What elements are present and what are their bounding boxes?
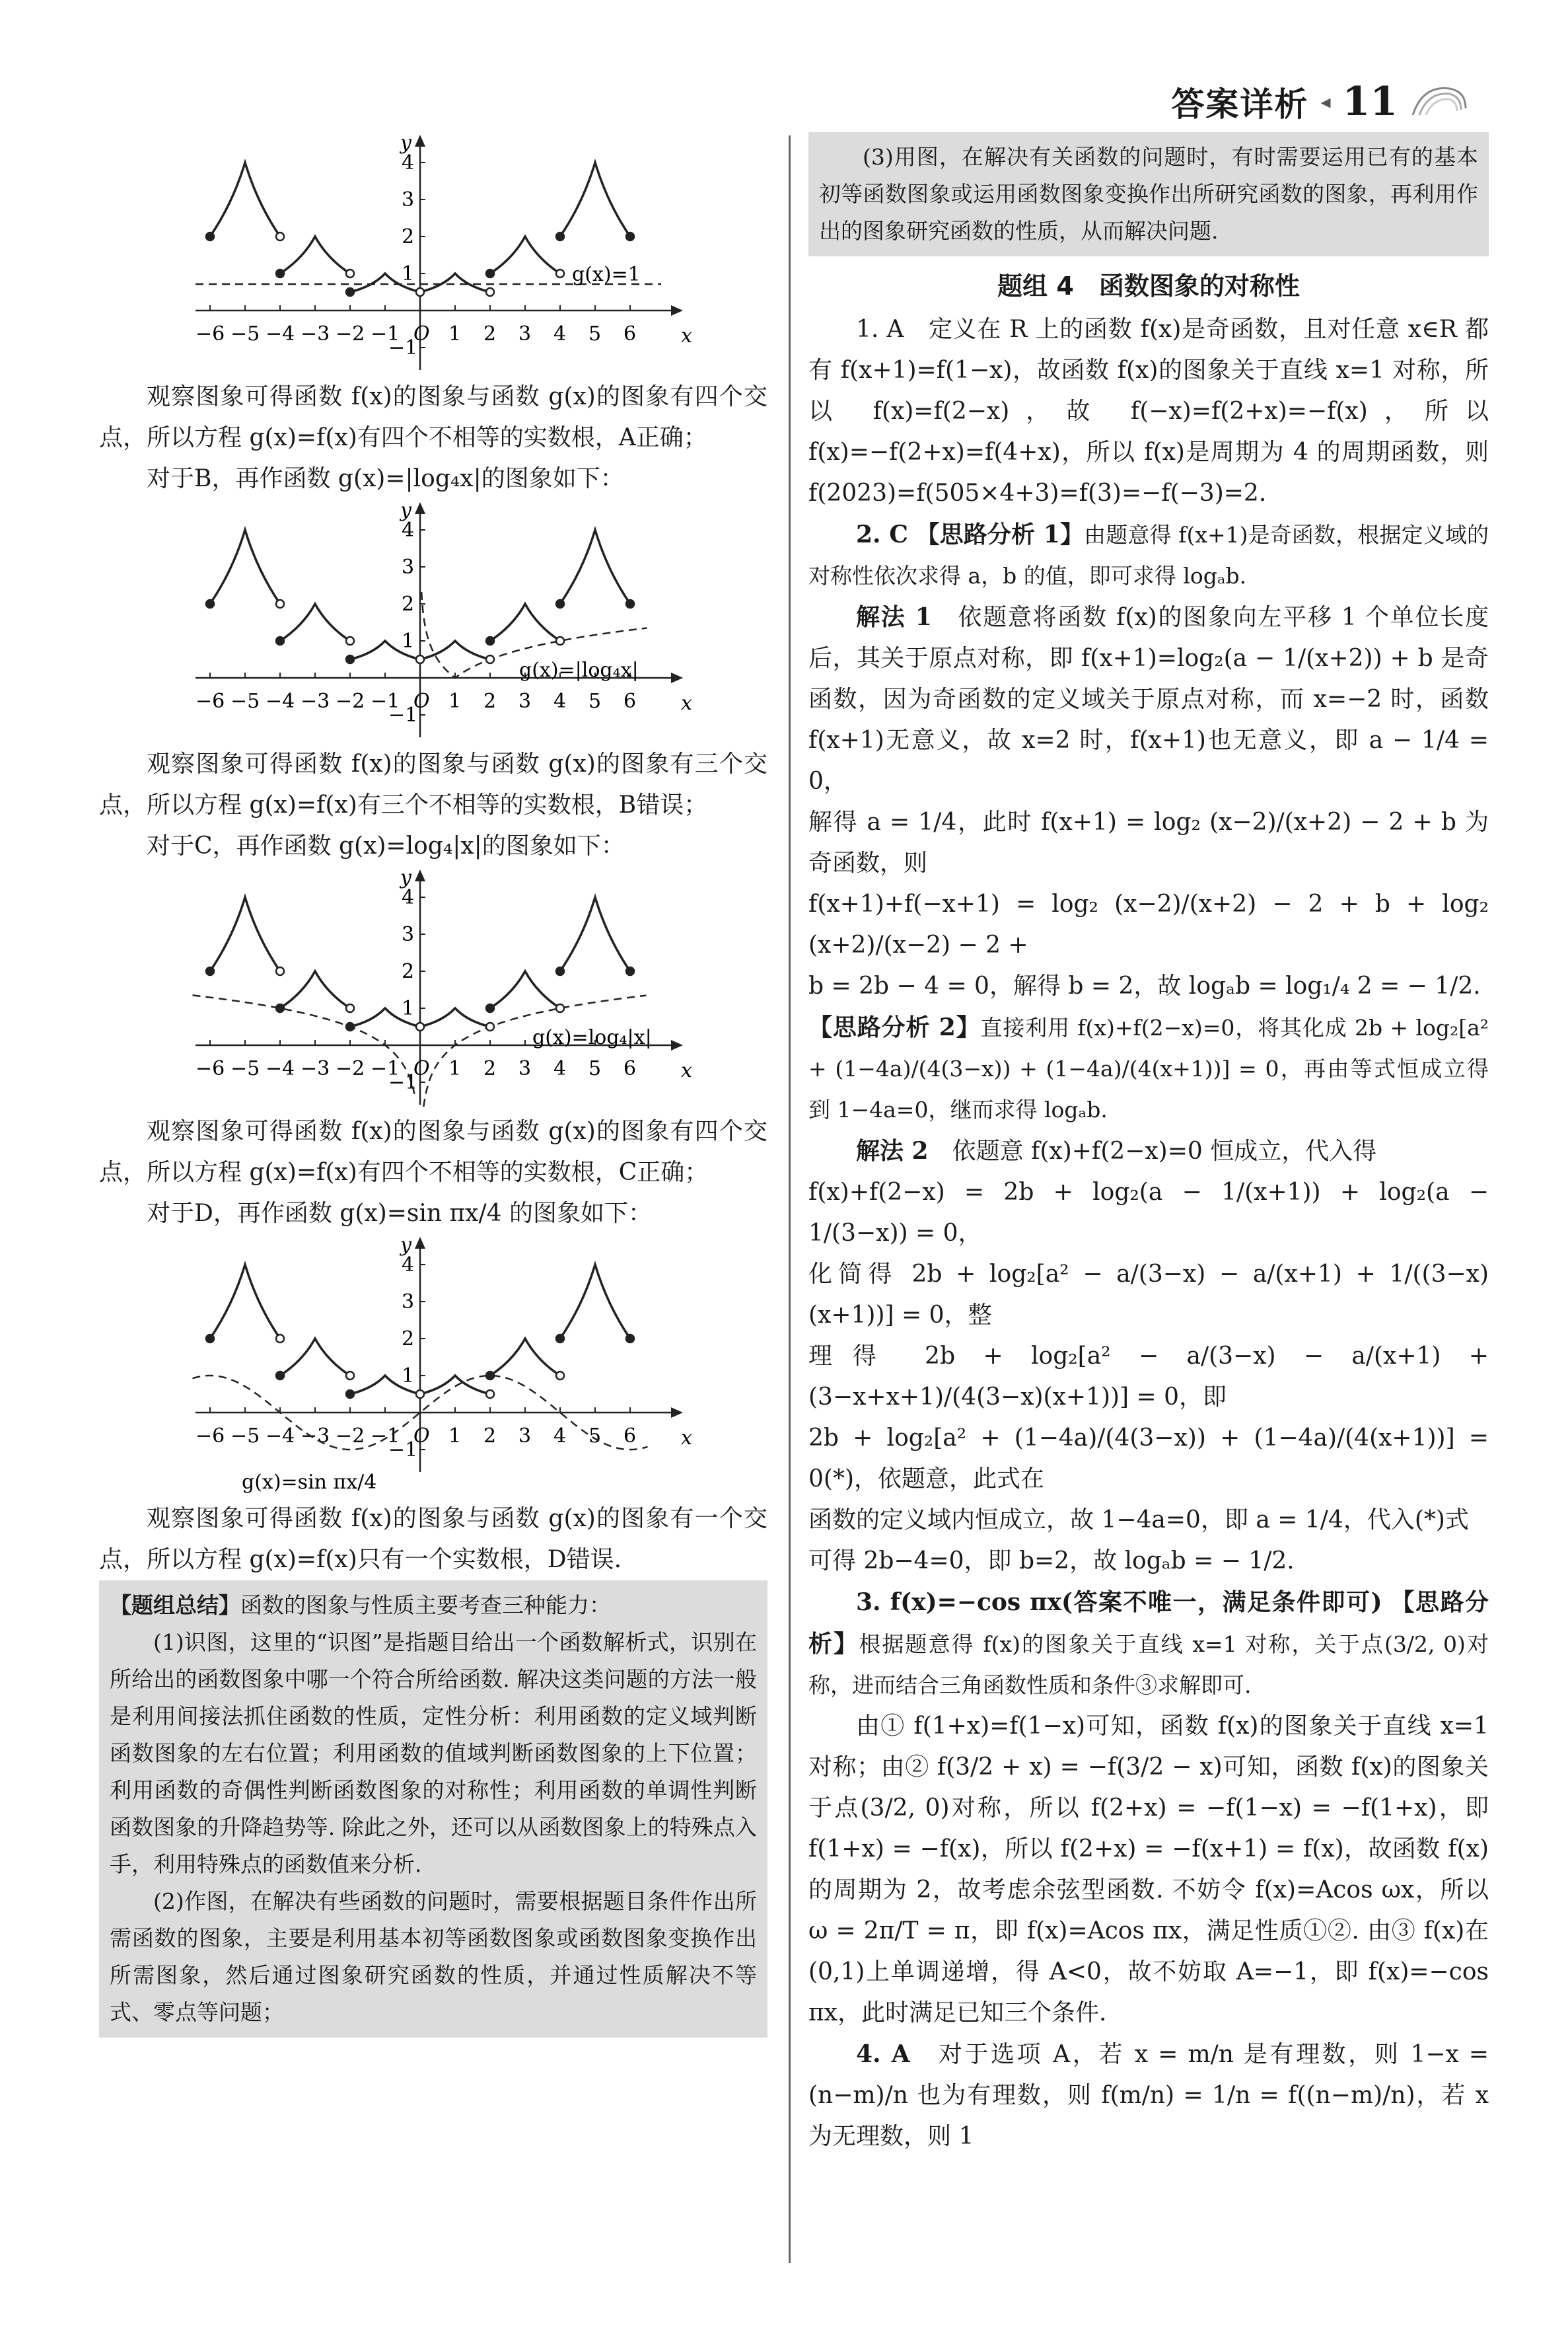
summary-label: 【题组总结】: [110, 1592, 240, 1618]
curve-endpoint: [486, 655, 494, 663]
x-tick-label: −1: [371, 690, 400, 713]
y-tick-label: 2: [402, 960, 415, 983]
y-tick-label: 2: [402, 225, 415, 248]
analysis-1-label: 【思路分析 1】: [915, 521, 1085, 548]
x-tick-label: 6: [624, 1057, 637, 1080]
arrow-icon: ◂: [1320, 90, 1331, 114]
swirl-decoration-icon: [1409, 82, 1469, 122]
g-label: g(x)=|log₄x|: [519, 659, 639, 682]
curve-endpoint: [346, 655, 354, 663]
curve-endpoint: [486, 637, 494, 645]
analysis-3: 根据题意得 f(x)的图象关于直线 x=1 对称，关于点(3/2, 0)对称，进而结合三角函数性质和条件③求解即可.: [808, 1631, 1489, 1698]
x-tick-label: −2: [336, 322, 365, 346]
x-tick-label: −3: [301, 322, 330, 346]
x-tick-label: 1: [448, 690, 462, 713]
x-tick-label: −4: [266, 1057, 295, 1080]
curve-endpoint: [276, 1004, 284, 1012]
analysis-2: 直接利用 f(x)+f(2−x)=0，将其化成 2b + log₂[a² + (1−4a)/(4(3−x)) + (1−4a)/(4(x+1))] = 0，再由等式恒成立得到 1−4a=0，继而求得 logₐb.: [808, 1015, 1489, 1123]
curve-endpoint: [486, 288, 494, 296]
y-tick-label: 1: [402, 630, 415, 653]
x-tick-label: −5: [231, 690, 260, 713]
x-tick-label: −3: [301, 1424, 330, 1448]
curve-endpoint: [276, 233, 284, 240]
curve-endpoint: [346, 637, 354, 645]
curve-endpoint: [276, 637, 284, 645]
x-tick-label: −1: [371, 1057, 400, 1080]
y-axis-label: y: [400, 499, 411, 522]
right-column: [808, 132, 1489, 2157]
graph-g4: [176, 1234, 691, 1498]
y-tick-label: −1: [388, 1438, 418, 1461]
solution-2-b: f(x)+f(2−x) = 2b + log₂(a − 1/(x+1)) + log₂(a − 1/(3−x)) = 0，: [808, 1179, 1489, 1247]
paragraph-5: 观察图象可得函数 f(x)的图象与函数 g(x)的图象有四个交点，所以方程 g(x)=f(x)有四个不相等的实数根，C正确；: [99, 1118, 767, 1186]
y-tick-label: 3: [402, 556, 415, 579]
curve-endpoint: [626, 233, 634, 240]
curve-endpoint: [276, 270, 284, 277]
paragraph-6: 对于D，再作函数 g(x)=sin πx/4 的图象如下：: [147, 1200, 652, 1227]
y-tick-label: 4: [402, 151, 415, 174]
y-tick-label: −1: [388, 336, 418, 359]
curve-endpoint: [556, 233, 564, 240]
solution-1-a: 依题意将函数 f(x)的图象向左平移 1 个单位长度后，其关于原点对称，即 f(x+1)=log₂(a − 1/(x+2)) + b 是奇函数，因为奇函数的定义域关于原点对称，而 x=−2 时，函数 f(x+1)无意义，故 x=2 时，f(x+1)也无意义，即 a − 1/4 = 0，: [808, 604, 1489, 795]
y-tick-label: 3: [402, 923, 415, 946]
question-4-body: 对于选项 A，若 x = m/n 是有理数，则 1−x = (n−m)/n 也为有理数，则 f(m/n) = 1/n = f((n−m)/n)，若 x 为无理数，则 1: [808, 2041, 1489, 2150]
y-tick-label: 2: [402, 593, 415, 616]
x-tick-label: 3: [518, 322, 532, 346]
y-tick-label: 1: [402, 997, 415, 1020]
x-tick-label: −4: [266, 1424, 295, 1448]
analysis-3-label: 【思路分析】: [808, 1588, 1489, 1658]
page-number: 11: [1342, 79, 1398, 125]
y-tick-label: 1: [402, 262, 415, 285]
section-title: 题组 4 函数图象的对称性: [997, 272, 1300, 301]
x-tick-label: −4: [266, 322, 295, 346]
curve-endpoint: [626, 967, 634, 975]
curve-endpoint: [346, 1004, 354, 1012]
paragraph-4: 对于C，再作函数 g(x)=log₄|x|的图象如下：: [147, 832, 625, 860]
paragraph-7: 观察图象可得函数 f(x)的图象与函数 g(x)的图象有一个交点，所以方程 g(x)=f(x)只有一个实数根，D错误.: [99, 1505, 767, 1573]
x-tick-label: −1: [371, 322, 400, 346]
curve-endpoint: [206, 1335, 214, 1343]
x-tick-label: 5: [588, 1057, 602, 1080]
y-tick-label: 3: [402, 1290, 415, 1313]
graph-g1: [176, 132, 691, 377]
curve-endpoint: [416, 655, 424, 663]
y-tick-label: 3: [402, 188, 415, 211]
solution-2-label: 解法 2: [856, 1137, 929, 1165]
x-tick-label: −2: [336, 1057, 365, 1080]
solution-2-g: 可得 2b−4=0，即 b=2，故 logₐb = − 1/2.: [808, 1547, 1295, 1574]
solution-1-d: b = 2b − 4 = 0，解得 b = 2，故 logₐb = log₁/₄ 2 = − 1/2.: [808, 973, 1481, 1000]
question-3-answer: 3. f(x)=−cos πx(答案不唯一，满足条件即可): [856, 1588, 1382, 1616]
question-4-answer: 4. A: [856, 2040, 910, 2068]
curve-endpoint: [276, 1372, 284, 1380]
x-tick-label: −5: [231, 1424, 260, 1448]
solution-1-label: 解法 1: [856, 603, 932, 631]
summary-box: [99, 1580, 767, 2038]
x-tick-label: 3: [518, 1057, 532, 1080]
x-tick-label: 4: [553, 1057, 567, 1080]
x-tick-label: 4: [553, 1424, 567, 1448]
x-axis-label: x: [681, 692, 692, 715]
curve-endpoint: [556, 1335, 564, 1343]
solution-2-e: 2b + log₂[a² + (1−4a)/(4(3−x)) + (1−4a)/(4(x+1))] = 0(*)，依题意，此式在: [808, 1424, 1489, 1493]
x-tick-label: 6: [624, 690, 637, 713]
x-tick-label: O: [413, 1057, 430, 1080]
x-tick-label: 2: [483, 322, 497, 346]
curve-endpoint: [346, 1023, 354, 1031]
x-tick-label: −4: [266, 690, 295, 713]
y-axis-label: y: [400, 1234, 411, 1257]
curve-endpoint: [626, 600, 634, 608]
curve-endpoint: [556, 1372, 564, 1380]
question-3-body: 由① f(1+x)=f(1−x)可知，函数 f(x)的图象关于直线 x=1 对称；由② f(3/2 + x) = −f(3/2 − x)可知，函数 f(x)的图象关于点(3/2, 0)对称，所以 f(2+x) = −f(1−x) = −f(1+x)，即 f(1+x) = −f(x)，所以 f(2+x) = −f(x+1) = f(x)，故函数 f(x)的周期为 2，故考虑余弦型函数. 不妨令 f(x)=Acos ωx，所以 ω = 2π/T = π，即 f(x)=Acos πx，满足性质①②. 由③ f(x)在(0,1)上单调递增，得 A<0，故不妨取 A=−1，即 f(x)=−cos πx，此时满足已知三个条件.: [808, 1713, 1489, 2026]
solution-2-f: 函数的定义域内恒成立，故 1−4a=0，即 a = 1/4，代入(*)式: [808, 1506, 1469, 1533]
paragraph-1: 观察图象可得函数 f(x)的图象与函数 g(x)的图象有四个交点，所以方程 g(x)=f(x)有四个不相等的实数根，A正确；: [99, 383, 767, 451]
y-tick-label: 1: [402, 1364, 415, 1387]
curve-endpoint: [416, 288, 424, 296]
graph-g3: [176, 867, 691, 1111]
page-header: [1171, 78, 1469, 126]
header-title: 答案详析: [1171, 85, 1309, 124]
x-tick-label: 1: [448, 1057, 462, 1080]
x-tick-label: −2: [336, 690, 365, 713]
x-tick-label: O: [413, 322, 430, 346]
y-axis-label: y: [400, 866, 411, 889]
solution-2-d: 理得 2b + log₂[a² − a/(3−x) − a/(x+1) + (3−x+x+1)/(4(3−x)(x+1))] = 0，即: [808, 1343, 1489, 1411]
curve-endpoint: [206, 967, 214, 975]
x-tick-label: 6: [624, 322, 637, 346]
x-tick-label: −5: [231, 322, 260, 346]
x-tick-label: −6: [196, 690, 225, 713]
x-tick-label: 6: [624, 1424, 637, 1448]
x-tick-label: −6: [196, 1424, 225, 1448]
curve-endpoint: [276, 967, 284, 975]
y-axis-label: y: [400, 131, 411, 155]
x-tick-label: −6: [196, 322, 225, 346]
x-tick-label: 4: [553, 322, 567, 346]
curve-endpoint: [556, 967, 564, 975]
x-tick-label: 1: [448, 322, 462, 346]
curve-endpoint: [276, 600, 284, 608]
curve-endpoint: [346, 270, 354, 277]
curve-endpoint: [346, 1372, 354, 1380]
curve-endpoint: [206, 600, 214, 608]
summary-item-2: (2)作图，在解决有些函数的问题时，需要根据题目条件作出所需函数的图象，主要是利用基本初等函数图象或函数图象变换作出所需图象，然后通过图象研究函数的性质，并通过性质解决不等式、零点等问题；: [110, 1888, 757, 2025]
x-tick-label: 2: [483, 1057, 497, 1080]
analysis-1: 由题意得 f(x+1)是奇函数，根据定义域的对称性依次求得 a，b 的值，即可求得 logₐb.: [808, 522, 1489, 589]
curve-endpoint: [556, 600, 564, 608]
x-tick-label: −5: [231, 1057, 260, 1080]
summary-intro: 函数的图象与性质主要考查三种能力：: [240, 1592, 611, 1618]
curve-endpoint: [556, 1004, 564, 1012]
x-tick-label: 2: [483, 1424, 497, 1448]
curve-endpoint: [206, 233, 214, 240]
x-tick-label: 2: [483, 690, 497, 713]
summary-box-continued: [808, 132, 1489, 256]
y-tick-label: 4: [402, 519, 415, 542]
curve-endpoint: [556, 270, 564, 277]
curve-endpoint: [346, 1390, 354, 1398]
y-tick-label: 4: [402, 886, 415, 909]
x-tick-label: 5: [588, 322, 602, 346]
graph-axes: [196, 131, 692, 370]
x-axis-label: x: [681, 1426, 692, 1450]
curve-endpoint: [486, 1023, 494, 1031]
g-label: g(x)=log₄|x|: [532, 1026, 652, 1049]
summary-item-3: (3)用图，在解决有关函数的问题时，有时需要运用已有的基本初等函数图象或运用函数图象变换作出所研究函数的图象，再利用作出的图象研究函数的性质，从而解决问题.: [819, 144, 1478, 244]
question-2-answer: 2. C: [856, 521, 908, 548]
graph-axes: [196, 499, 692, 737]
paragraph-2: 对于B，再作函数 g(x)=|log₄x|的图象如下：: [147, 465, 624, 492]
x-tick-label: 1: [448, 1424, 462, 1448]
curve-endpoint: [556, 637, 564, 645]
g-label: g(x)=1: [572, 263, 641, 286]
curve-endpoint: [416, 1023, 424, 1031]
graph-axes: [196, 866, 692, 1105]
x-tick-label: 4: [553, 690, 567, 713]
solution-1-c: f(x+1)+f(−x+1) = log₂ (x−2)/(x+2) − 2 + b + log₂ (x+2)/(x−2) − 2 +: [808, 891, 1489, 959]
x-tick-label: O: [413, 1424, 430, 1448]
column-divider: [789, 135, 791, 2263]
curve-endpoint: [486, 1390, 494, 1398]
curve-endpoint: [486, 270, 494, 277]
graph-axes: [196, 1234, 692, 1472]
curve-endpoint: [416, 1390, 424, 1398]
g-label: g(x)=sin πx/4: [242, 1471, 377, 1494]
y-tick-label: 2: [402, 1327, 415, 1350]
solution-1-b: 解得 a = 1/4，此时 f(x+1) = log₂ (x−2)/(x+2) − 2 + b 为奇函数，则: [808, 809, 1489, 877]
x-tick-label: −6: [196, 1057, 225, 1080]
x-tick-label: 5: [588, 690, 602, 713]
left-column: [99, 132, 767, 2038]
summary-item-1: (1)识图，这里的“识图”是指题目给出一个函数解析式，识别在所给出的函数图象中哪一个符合所给函数. 解决这类问题的方法一般是利用间接法抓住函数的性质，定性分析：利用函数的定义域判断函数图象的左右位置；利用函数的值域判断函数图象的上下位置；利用函数的奇偶性判断函数图象的对称性；利用函数的单调性判断函数图象的升降趋势等. 除此之外，还可以从函数图象上的特殊点入手，利用特殊点的函数值来分析.: [110, 1629, 757, 1877]
paragraph-3: 观察图象可得函数 f(x)的图象与函数 g(x)的图象有三个交点，所以方程 g(x)=f(x)有三个不相等的实数根，B错误；: [99, 751, 767, 819]
x-tick-label: −3: [301, 1057, 330, 1080]
x-tick-label: 3: [518, 1424, 532, 1448]
x-tick-label: 3: [518, 690, 532, 713]
solution-2-c: 化简得 2b + log₂[a² − a/(3−x) − a/(x+1) + 1/((3−x)(x+1))] = 0，整: [808, 1261, 1489, 1329]
curve-endpoint: [486, 1372, 494, 1380]
x-tick-label: −3: [301, 690, 330, 713]
graph-g2: [176, 499, 691, 744]
question-1: 1. A 定义在 R 上的函数 f(x)是奇函数，且对任意 x∈R 都有 f(x+1)=f(1−x)，故函数 f(x)的图象关于直线 x=1 对称，所以 f(x)=f(2−x)，故 f(−x)=f(2+x)=−f(x)，所以 f(x)=−f(2+x)=f(4+x)，所以 f(x)是周期为 4 的周期函数，则 f(2023)=f(505×4+3)=f(3)=−f(−3)=2.: [808, 316, 1489, 507]
analysis-2-label: 【思路分析 2】: [808, 1014, 981, 1041]
x-tick-label: −2: [336, 1424, 365, 1448]
x-axis-label: x: [681, 324, 692, 348]
x-axis-label: x: [681, 1059, 692, 1082]
y-tick-label: 4: [402, 1253, 415, 1276]
y-tick-label: −1: [388, 1071, 418, 1094]
curve-endpoint: [276, 1335, 284, 1343]
curve-endpoint: [486, 1004, 494, 1012]
solution-2-a: 依题意 f(x)+f(2−x)=0 恒成立，代入得: [952, 1138, 1377, 1165]
x-tick-label: 5: [588, 1424, 602, 1448]
curve-endpoint: [346, 288, 354, 296]
curve-endpoint: [626, 1335, 634, 1343]
x-tick-label: −1: [371, 1424, 400, 1448]
y-tick-label: −1: [388, 704, 418, 727]
x-tick-label: O: [413, 690, 430, 713]
